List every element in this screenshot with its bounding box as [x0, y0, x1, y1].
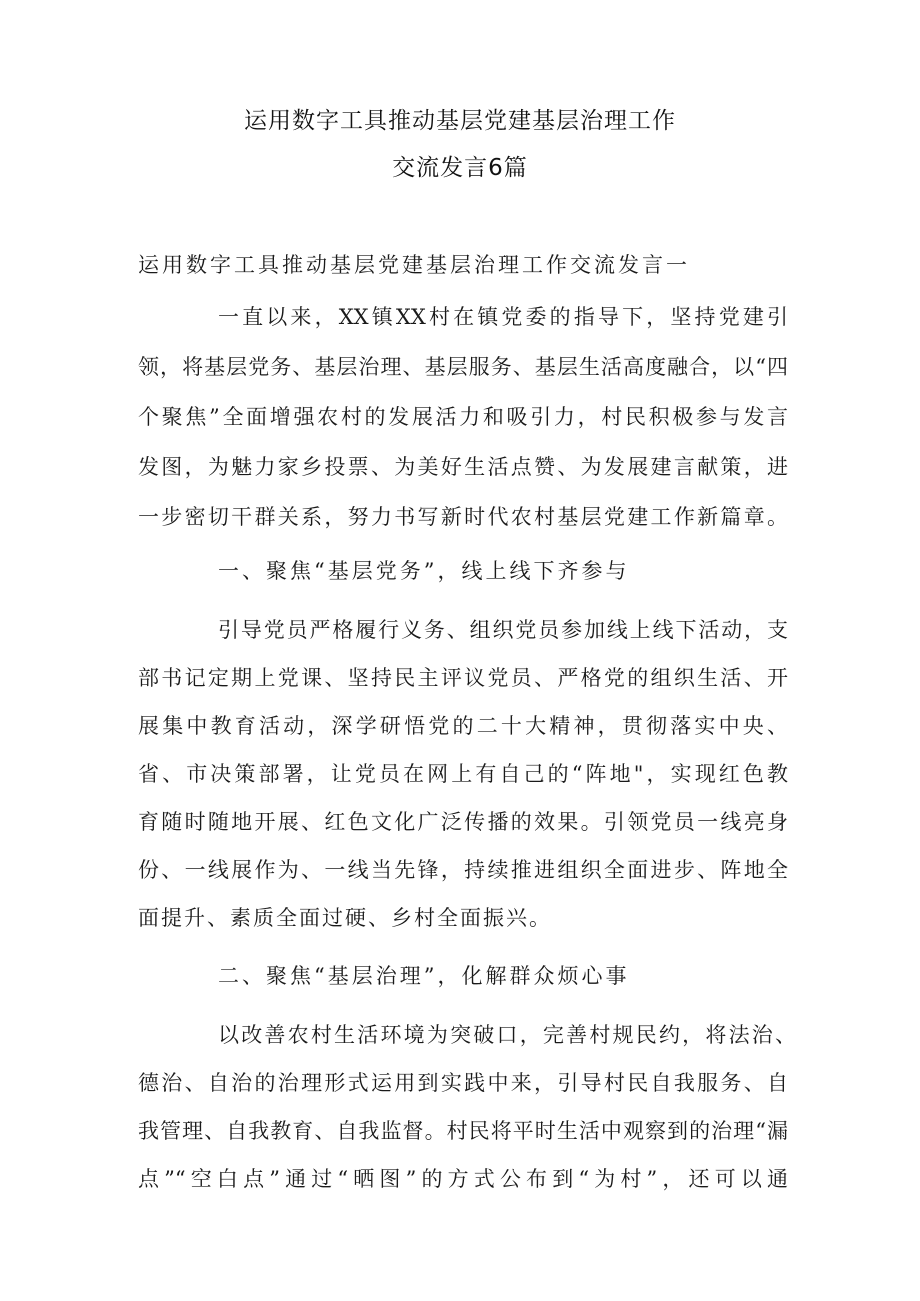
section-1-line: 面提升、素质全面过硬、乡村全面振兴。 — [138, 906, 552, 930]
section-1-line: 展集中教育活动，深学研悟党的二十大精神，贯彻落实中央、 — [138, 714, 788, 738]
section-1-line: 份、一线展作为、一线当先锋，持续推进组织全面进步、阵地全 — [138, 858, 788, 882]
section-1-heading: 一、聚焦“基层党务”，线上线下齐参与 — [218, 559, 630, 583]
section-2-heading: 二、聚焦“基层治理”，化解群众烦心事 — [218, 964, 630, 988]
section-2-line: 以改善农村生活环境为突破口，完善村规民约，将法治、 — [218, 1023, 796, 1047]
section-2-line: 我管理、自我教育、自我监督。村民将平时生活中观察到的治理“漏 — [138, 1119, 788, 1143]
intro-line: 领，将基层党务、基层治理、基层服务、基层生活高度融合，以“四 — [138, 355, 788, 379]
intro-line: 一直以来，XX镇XX村在镇党委的指导下，坚持党建引 — [218, 305, 788, 329]
intro-line: 发图，为魅力家乡投票、为美好生活点赞、为发展建言献策，进 — [138, 455, 788, 479]
section-2-line: 点”“空白点”通过“晒图”的方式公布到“为村”，还可以通 — [138, 1167, 788, 1191]
intro-line: 一步密切干群关系，努力书写新时代农村基层党建工作新篇章。 — [138, 505, 788, 529]
intro-line: 个聚焦”全面增强农村的发展活力和吸引力，村民积极参与发言 — [138, 405, 788, 429]
section-1-line: 育随时随地开展、红色文化广泛传播的效果。引领党员一线亮身 — [138, 810, 788, 834]
section-1-line: 引导党员严格履行义务、组织党员参加线上线下活动，支 — [218, 618, 788, 642]
section-1-line: 部书记定期上党课、坚持民主评议党员、严格党的组织生活、开 — [138, 666, 788, 690]
speech-subtitle: 运用数字工具推动基层党建基层治理工作交流发言一 — [138, 253, 690, 277]
section-2-line: 德治、自治的治理形式运用到实践中来，引导村民自我服务、自 — [138, 1071, 788, 1095]
section-1-line: 省、市决策部署，让党员在网上有自己的“阵地"，实现红色教 — [138, 762, 788, 786]
document-title-line-1: 运用数字工具推动基层党建基层治理工作 — [244, 108, 676, 134]
document-title-line-2: 交流发言6篇 — [392, 155, 528, 181]
